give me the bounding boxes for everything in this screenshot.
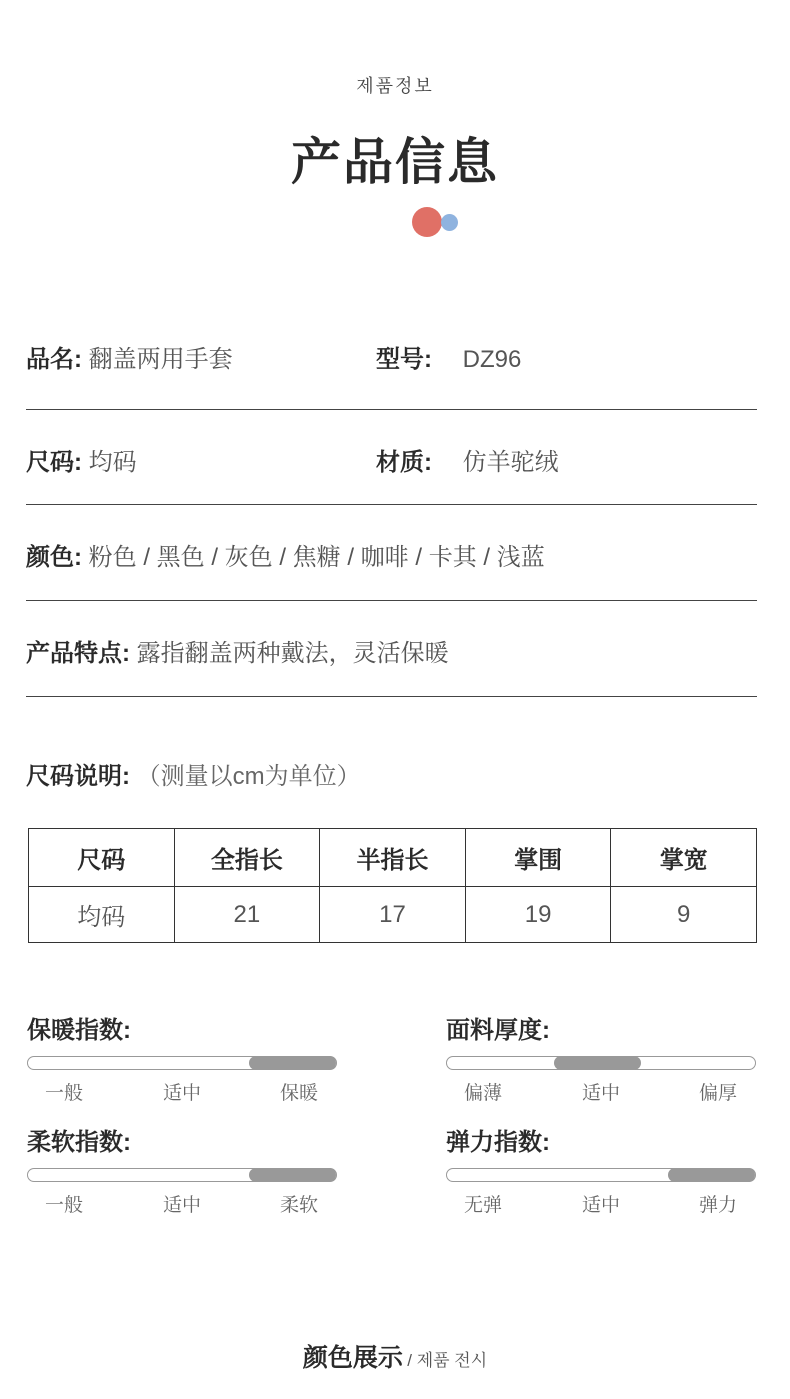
meter-track [446, 1056, 756, 1070]
color-display-title: 颜色展示 [302, 1344, 403, 1372]
info-row-features [26, 633, 757, 668]
meter-tick-label: 弹力 [699, 1195, 738, 1216]
meter-fill [668, 1168, 755, 1182]
info-row-colors [26, 537, 757, 572]
model-label: 型号: [376, 346, 432, 373]
meter-tick-label: 偏薄 [464, 1083, 503, 1104]
table-cell: 均码 [29, 887, 175, 943]
table-header-cell: 半指长 [320, 829, 466, 887]
name-label: 品名: [26, 346, 82, 373]
meter-ticks [446, 1078, 756, 1102]
info-row-name-model [26, 339, 757, 374]
color-display-subtitle: / 제품 전시 [407, 1351, 488, 1370]
decorative-blue-dot [441, 214, 458, 231]
feature-label: 产品特点: [26, 640, 130, 667]
meter-tick-label: 一般 [45, 1083, 84, 1104]
info-row-size-material [26, 442, 757, 477]
table-cell: 19 [465, 887, 611, 943]
table-header-cell: 全指长 [174, 829, 320, 887]
page-title: 产品信息 [291, 134, 499, 190]
size-note [26, 756, 361, 791]
feature-value: 露指翻盖两种戴法，灵活保暖 [136, 640, 449, 667]
name-value: 翻盖两用手套 [88, 346, 233, 373]
meter-ticks [27, 1190, 337, 1214]
meter-fill [554, 1056, 641, 1070]
meter-track [27, 1056, 337, 1070]
table-header-cell: 掌围 [465, 829, 611, 887]
meter-tick-label: 一般 [45, 1195, 84, 1216]
size-value: 均码 [88, 449, 137, 476]
elasticity-meter [446, 1122, 756, 1214]
material-label: 材质: [376, 449, 432, 476]
color-display-heading [0, 1338, 790, 1374]
meter-title: 保暖指数: [27, 1017, 131, 1044]
meter-title: 弹力指数: [446, 1129, 550, 1156]
meter-tick-label: 保暖 [280, 1083, 319, 1104]
meter-track [27, 1168, 337, 1182]
meter-title: 面料厚度: [446, 1017, 550, 1044]
material-value: 仿羊驼绒 [462, 449, 559, 476]
meter-tick-label: 柔软 [280, 1195, 319, 1216]
divider [26, 409, 757, 410]
meter-fill [249, 1168, 336, 1182]
subtitle-korean: 제품정보 [356, 76, 434, 96]
meter-tick-label: 适中 [582, 1083, 621, 1104]
meter-ticks [446, 1190, 756, 1214]
table-header-cell: 尺码 [29, 829, 175, 887]
table-header-cell: 掌宽 [611, 829, 757, 887]
size-note-value: （测量以cm为单位） [136, 763, 361, 790]
softness-meter [27, 1122, 337, 1214]
size-label: 尺码: [26, 449, 82, 476]
warmth-meter [27, 1010, 337, 1102]
meter-fill [249, 1056, 336, 1070]
table-cell: 9 [611, 887, 757, 943]
table-row [29, 887, 757, 943]
table-cell: 21 [174, 887, 320, 943]
divider [26, 504, 757, 505]
meter-tick-label: 适中 [163, 1195, 202, 1216]
meter-ticks [27, 1078, 337, 1102]
meter-title: 柔软指数: [27, 1129, 131, 1156]
table-cell: 17 [320, 887, 466, 943]
meter-track [446, 1168, 756, 1182]
meter-tick-label: 适中 [582, 1195, 621, 1216]
decorative-red-dot [412, 207, 442, 237]
size-note-label: 尺码说明: [26, 763, 130, 790]
color-label: 颜色: [26, 544, 82, 571]
table-header-row [29, 829, 757, 887]
model-value: DZ96 [462, 346, 522, 373]
size-table [28, 828, 757, 943]
meter-tick-label: 偏厚 [699, 1083, 738, 1104]
color-value: 粉色 / 黑色 / 灰色 / 焦糖 / 咖啡 / 卡其 / 浅蓝 [88, 544, 545, 571]
thickness-meter [446, 1010, 756, 1102]
divider [26, 696, 757, 697]
divider [26, 600, 757, 601]
meter-tick-label: 适中 [163, 1083, 202, 1104]
meter-tick-label: 无弹 [464, 1195, 503, 1216]
